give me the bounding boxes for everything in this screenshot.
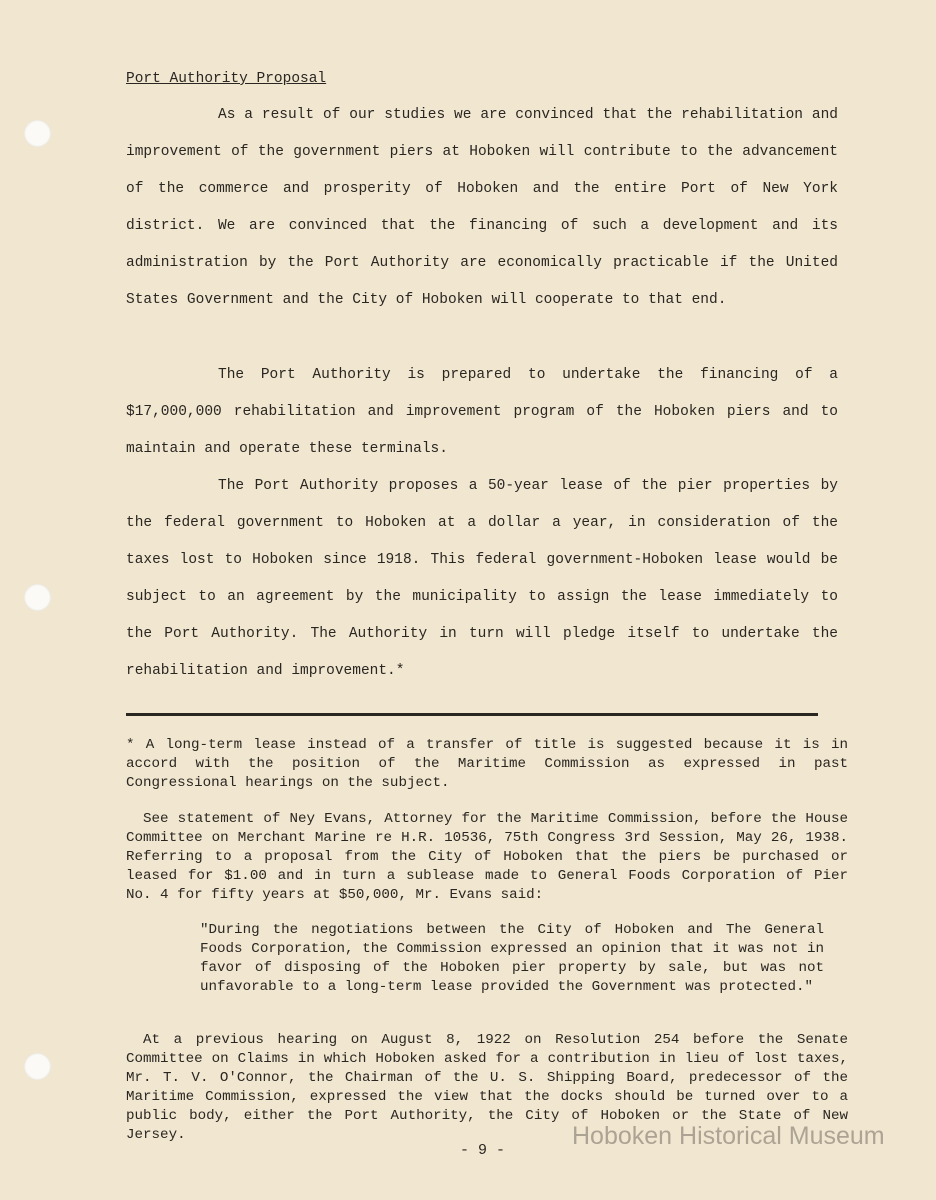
- footnote-quote: "During the negotiations between the City of Hoboken and The General Foods Corporation, the Commission expressed an opinion that it was not in favor of disposing of the Hoboken pier property by sale, but was not unfavorable to a long-term lease provided the Government was protected.": [200, 922, 824, 995]
- binder-hole: [24, 584, 51, 611]
- page-number: - 9 -: [460, 1142, 506, 1159]
- binder-hole: [24, 120, 51, 147]
- binder-hole: [24, 1053, 51, 1080]
- footnote-statement: See statement of Ney Evans, Attorney for the Maritime Commission, before the House Committee on Merchant Marine re H.R. 10536, 75th Congress 3rd Session, May 26, 1938. Referring to a proposal from the City of Hoboken that the piers be purchased or leased for $1.00 and in turn a sublease made to General Foods Corporation of Pier No. 4 for fifty years at $50,000, Mr. Evans said:: [126, 811, 848, 903]
- footnote: * A long-term lease instead of a transfer of title is suggested because it is in accord with the position of the Maritime Commission as expressed in past Congressional hearings on the subject.: [126, 737, 848, 791]
- museum-watermark: Hoboken Historical Museum: [572, 1122, 885, 1150]
- body-paragraph: The Port Authority proposes a 50-year lease of the pier properties by the federal government to Hoboken at a dollar a year, in consideration of the taxes lost to Hoboken since 1918. This federal government-Hoboken lease would be subject to an agreement by the municipality to assign the lease immediately to the Port Authority. The Authority in turn will pledge itself to undertake the rehabilitation and improvement.*: [126, 478, 838, 680]
- body-paragraph: The Port Authority is prepared to undertake the financing of a $17,000,000 rehabilitation and improvement program of the Hoboken piers and to maintain and operate these terminals.: [126, 367, 838, 458]
- section-heading: Port Authority Proposal: [126, 71, 327, 87]
- body-paragraph: As a result of our studies we are convinced that the rehabilitation and improvement of the government piers at Hoboken will contribute to the advancement of the commerce and prosperity of Hoboken and the entire Port of New York district. We are convinced that the financing of such a development and its administration by the Port Authority are economically practicable if the United States Government and the City of Hoboken will cooperate to that end.: [126, 107, 838, 309]
- footnote-divider: [126, 713, 818, 716]
- footnote-hearing: At a previous hearing on August 8, 1922 on Resolution 254 before the Senate Committee on Claims in which Hoboken asked for a contribution in lieu of lost taxes, Mr. T. V. O'Connor, the Chairman of the U. S. Shipping Board, predecessor of the Maritime Commission, expressed the view that the docks should be turned over to a public body, either the Port Authority, the City of Hoboken or the State of New Jersey.: [126, 1032, 848, 1143]
